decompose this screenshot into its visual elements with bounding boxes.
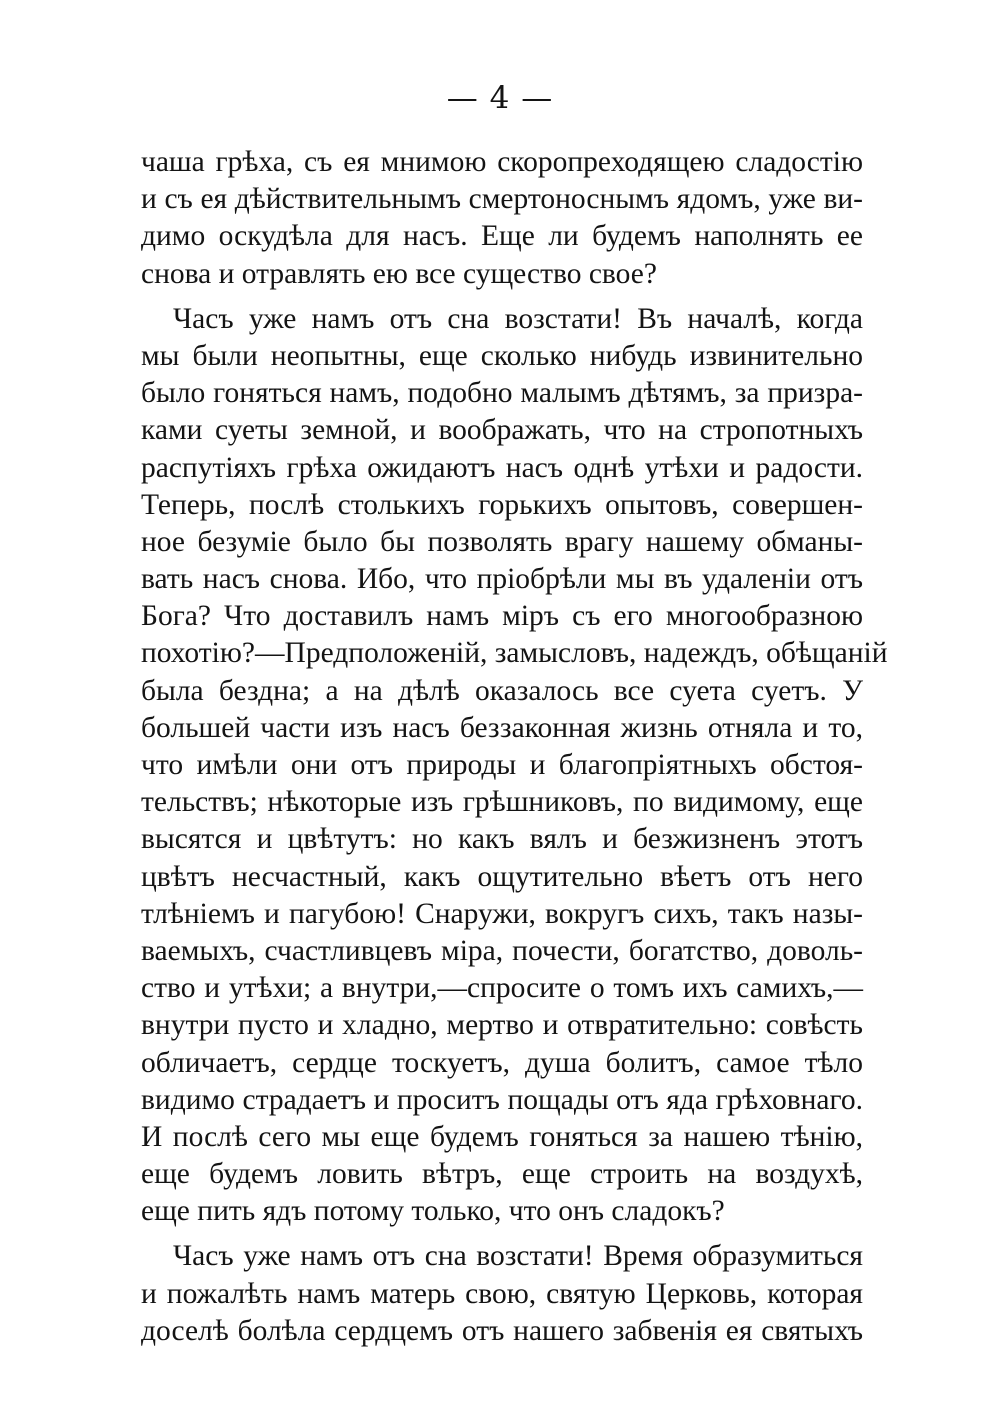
text-line: вать насъ снова. Ибо, что пріобрѣли мы въ удаленіи отъ: [141, 563, 863, 596]
text-line: ное безуміе было бы позволять врагу нашему обманы-: [141, 525, 863, 558]
text-line: внутри пусто и хладно, мертво и отвратительно: совѣсть: [141, 1009, 863, 1042]
text-line: Часъ уже намъ отъ сна возстати! Время образумиться: [173, 1240, 863, 1273]
text-line: видимо страдаетъ и проситъ пощады отъ яда грѣховнаго.: [141, 1083, 863, 1116]
text-line: и пожалѣть намъ матерь свою, святую Церковь, которая: [141, 1277, 863, 1310]
paragraph-1: [141, 144, 863, 293]
text-line: была бездна; а на дѣлѣ оказалось все суета суетъ. У: [141, 674, 863, 707]
text-line: снова и отравлять ею все существо свое?: [141, 257, 657, 290]
text-line: и съ ея дѣйствительнымъ смертоноснымъ ядомъ, уже ви-: [141, 183, 863, 216]
text-line: большей части изъ насъ беззаконная жизнь отняла и то,: [141, 711, 863, 744]
text-line: чаша грѣха, съ ея мнимою скоропреходящею сладостію: [141, 146, 863, 178]
text-line: еще будемъ ловить вѣтръ, еще строить на воздухѣ,: [141, 1158, 863, 1191]
paragraph-2: [141, 301, 888, 1231]
text-line: что имѣли они отъ природы и благопріятныхъ обстоя-: [141, 749, 863, 781]
text-line: было гоняться намъ, подобно малымъ дѣтямъ, за призра-: [141, 377, 863, 410]
page-number: — 4 —: [446, 80, 554, 116]
text-line: Бога? Что доставилъ намъ міръ съ его многообразною: [141, 600, 863, 633]
text-line: тельствъ; нѣкоторые изъ грѣшниковъ, по видимому, еще: [141, 786, 863, 819]
text-line: похотію?—Предположеній, замысловъ, надеждъ, обѣщаній: [141, 637, 888, 670]
text-line: обличаетъ, сердце тоскуетъ, душа болитъ, самое тѣло: [141, 1046, 863, 1079]
text-line: Теперь, послѣ столькихъ горькихъ опытовъ, совершен-: [141, 488, 863, 521]
text-line: тлѣніемъ и пагубою! Снаружи, вокругъ сихъ, такъ назы-: [141, 897, 863, 930]
text-line: высятся и цвѣтутъ: но какъ вялъ и безжизненъ этотъ: [141, 823, 863, 856]
text-line: ваемыхъ, счастливцевъ міра, почести, богатство, доволь-: [141, 934, 863, 967]
text-line: ками суеты земной, и воображать, что на стропотныхъ: [141, 414, 863, 447]
text-line: Часъ уже намъ отъ сна возстати! Въ началѣ, когда: [173, 302, 863, 335]
text-line: еще пить ядъ потому только, что онъ сладокъ?: [141, 1195, 725, 1228]
text-line: ство и утѣхи; а внутри,—спросите о томъ ихъ самихъ,—: [141, 972, 863, 1005]
paragraph-3: [141, 1238, 863, 1350]
text-line: распутіяхъ грѣха ожидаютъ насъ однѣ утѣхи и радости.: [141, 451, 863, 484]
body-text: [141, 144, 888, 1350]
text-line: димо оскудѣла для насъ. Еще ли будемъ наполнять ее: [141, 220, 863, 253]
text-line: цвѣтъ несчастный, какъ ощутительно вѣетъ отъ него: [141, 860, 863, 893]
text-line: мы были неопытны, еще сколько нибудь извинительно: [141, 339, 863, 372]
text-line: И послѣ сего мы еще будемъ гоняться за нашею тѣнію,: [141, 1120, 863, 1153]
text-line: доселѣ болѣла сердцемъ отъ нашего забвенія ея святыхъ: [141, 1314, 863, 1347]
